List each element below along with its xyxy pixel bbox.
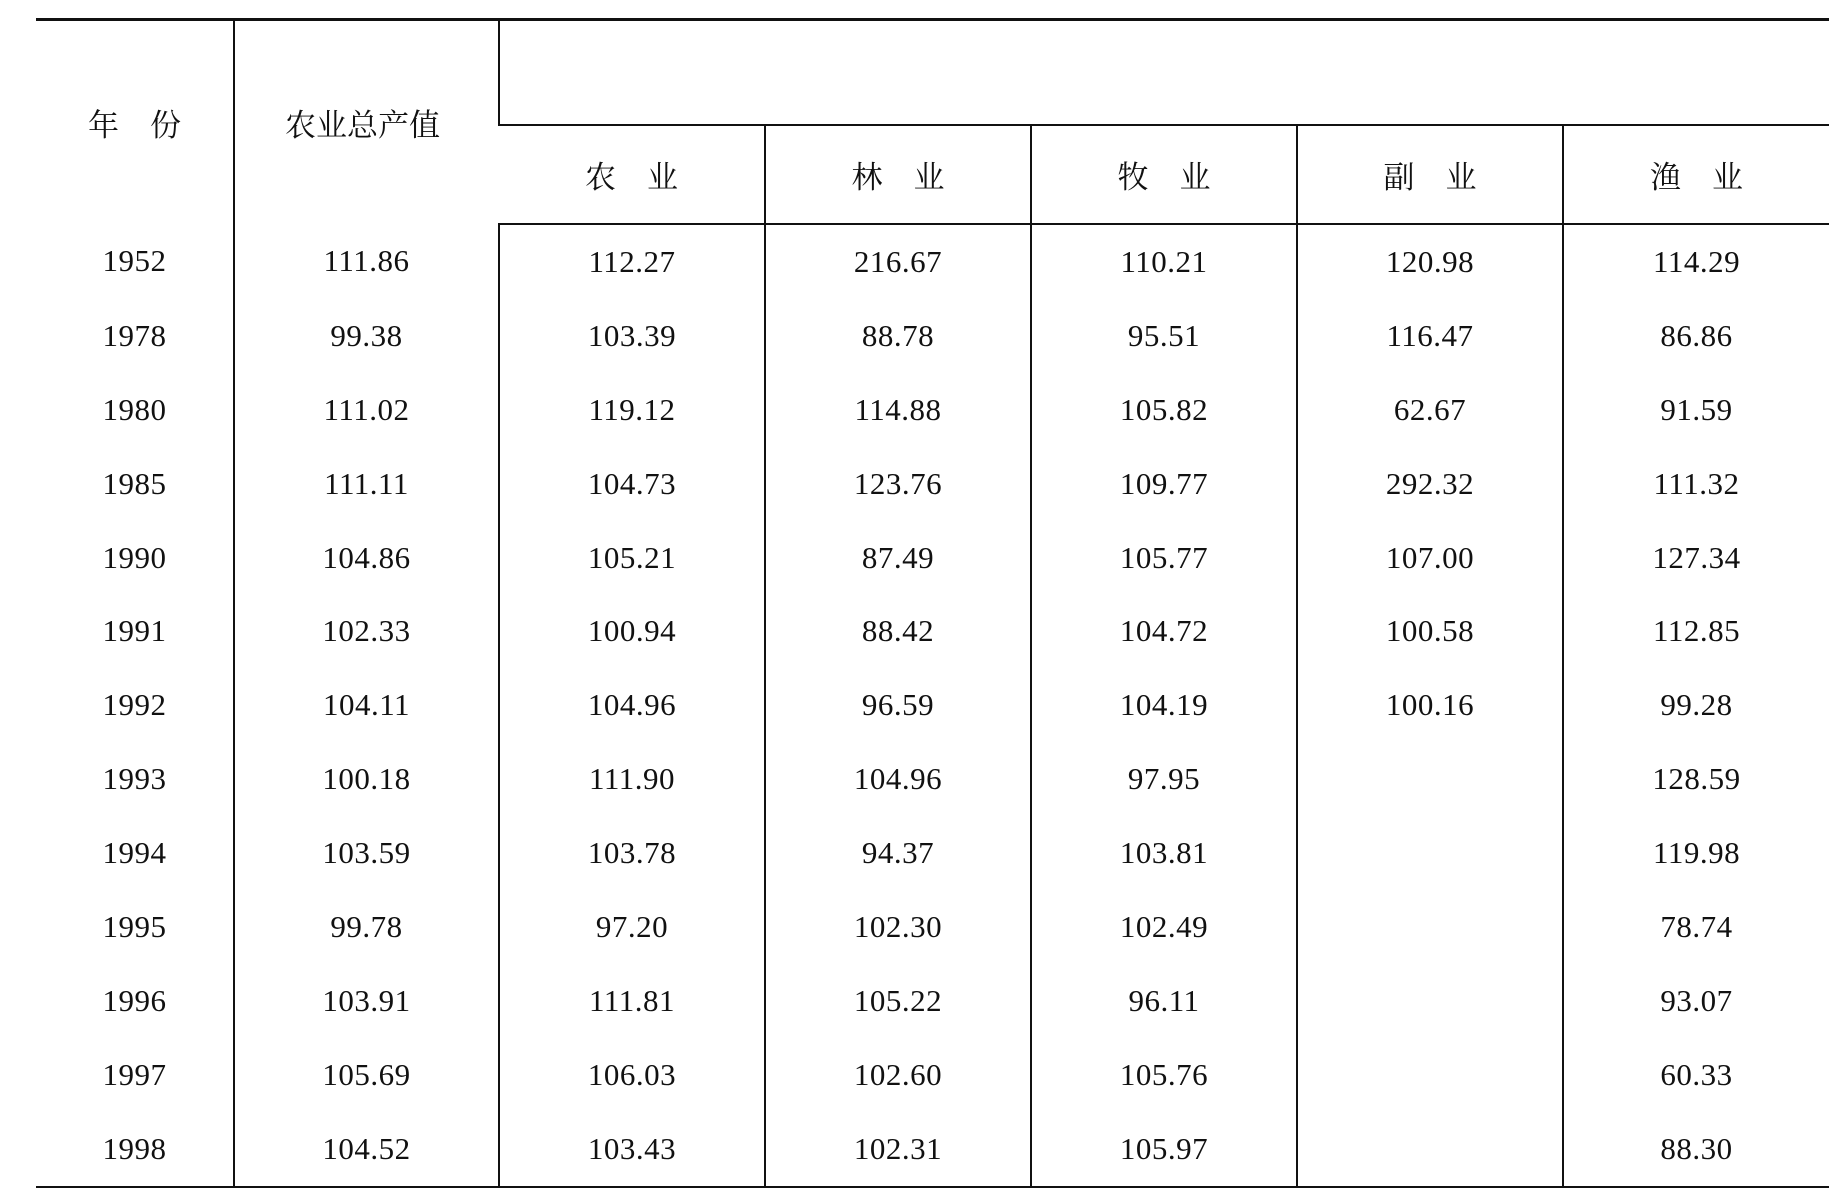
table-row <box>36 668 1829 742</box>
forestry-cell: 102.30 <box>765 890 1031 964</box>
year-cell: 1985 <box>102 465 167 501</box>
table-row <box>36 521 1829 595</box>
table-row <box>36 299 1829 373</box>
animal-husbandry-cell: 105.97 <box>1031 1112 1297 1187</box>
agriculture-cell: 106.03 <box>499 1038 765 1112</box>
agriculture-cell: 103.39 <box>499 299 765 373</box>
total-output-cell: 102.33 <box>234 594 499 668</box>
year-cell: 1991 <box>102 613 167 649</box>
sideline-cell <box>1297 1038 1563 1112</box>
table-row <box>36 1038 1829 1112</box>
forestry-cell: 114.88 <box>765 373 1031 447</box>
year-cell: 1998 <box>36 1112 234 1187</box>
total-output-cell: 100.18 <box>234 742 499 816</box>
agriculture-cell: 103.78 <box>499 816 765 890</box>
animal-husbandry-cell: 109.77 <box>1031 447 1297 521</box>
forestry-cell: 105.22 <box>765 964 1031 1038</box>
sideline-cell <box>1297 890 1563 964</box>
year-cell: 1993 <box>102 761 167 797</box>
year-cell: 1995 <box>102 908 167 944</box>
sideline-cell: 62.67 <box>1297 373 1563 447</box>
table-row <box>36 224 1829 299</box>
agriculture-cell: 119.12 <box>499 373 765 447</box>
forestry-cell: 94.37 <box>765 816 1031 890</box>
fishery-cell: 112.85 <box>1563 594 1829 668</box>
sideline-cell <box>1297 816 1563 890</box>
total-output-cell: 111.02 <box>234 373 499 447</box>
total-output-column-header: 农业总产值 <box>234 20 499 225</box>
fishery-cell: 114.29 <box>1563 224 1829 299</box>
sideline-cell <box>1297 742 1563 816</box>
table-body <box>36 224 1829 1187</box>
header-row-top <box>36 20 1829 126</box>
table-row <box>36 964 1829 1038</box>
fishery-cell: 86.86 <box>1563 299 1829 373</box>
fishery-cell: 91.59 <box>1563 373 1829 447</box>
year-column-header: 年 份 <box>36 20 234 225</box>
agriculture-cell: 111.81 <box>499 964 765 1038</box>
total-output-cell: 99.78 <box>234 890 499 964</box>
animal-husbandry-cell: 110.21 <box>1031 224 1297 299</box>
animal-husbandry-cell: 104.19 <box>1031 668 1297 742</box>
total-output-cell: 104.11 <box>234 668 499 742</box>
agriculture-cell: 104.96 <box>499 668 765 742</box>
fishery-cell: 128.59 <box>1563 742 1829 816</box>
agriculture-cell: 100.94 <box>499 594 765 668</box>
agriculture-output-index-table <box>36 18 1829 1188</box>
fishery-cell: 60.33 <box>1563 1038 1829 1112</box>
table-row <box>36 816 1829 890</box>
forestry-cell: 104.96 <box>765 742 1031 816</box>
total-output-cell: 104.86 <box>234 521 499 595</box>
total-output-cell: 111.86 <box>234 224 499 299</box>
forestry-cell: 88.42 <box>765 594 1031 668</box>
animal-husbandry-cell: 105.76 <box>1031 1038 1297 1112</box>
year-cell: 1997 <box>102 1056 167 1092</box>
animal-husbandry-cell: 97.95 <box>1031 742 1297 816</box>
table-row <box>36 594 1829 668</box>
sub-header-forestry: 林 业 <box>765 125 1031 224</box>
sideline-cell: 120.98 <box>1297 224 1563 299</box>
agriculture-cell: 112.27 <box>499 224 765 299</box>
table-row <box>36 1112 1829 1187</box>
year-cell: 1978 <box>102 317 167 353</box>
sideline-cell: 100.58 <box>1297 594 1563 668</box>
year-cell: 1952 <box>102 243 167 279</box>
year-cell: 1980 <box>102 391 167 427</box>
sideline-cell: 107.00 <box>1297 521 1563 595</box>
total-output-cell: 105.69 <box>234 1038 499 1112</box>
table-row <box>36 373 1829 447</box>
sideline-cell: 116.47 <box>1297 299 1563 373</box>
fishery-cell: 119.98 <box>1563 816 1829 890</box>
data-table-container <box>36 18 1829 1181</box>
animal-husbandry-cell: 104.72 <box>1031 594 1297 668</box>
fishery-cell: 127.34 <box>1563 521 1829 595</box>
total-output-cell: 111.11 <box>234 447 499 521</box>
forestry-cell: 96.59 <box>765 668 1031 742</box>
agriculture-cell: 97.20 <box>499 890 765 964</box>
forestry-cell: 87.49 <box>765 521 1031 595</box>
animal-husbandry-cell: 105.77 <box>1031 521 1297 595</box>
sideline-cell: 292.32 <box>1297 447 1563 521</box>
fishery-cell: 99.28 <box>1563 668 1829 742</box>
table-row <box>36 890 1829 964</box>
fishery-cell: 93.07 <box>1563 964 1829 1038</box>
sideline-cell: 100.16 <box>1297 668 1563 742</box>
forestry-cell: 216.67 <box>765 224 1031 299</box>
year-cell: 1994 <box>102 835 167 871</box>
agriculture-cell: 111.90 <box>499 742 765 816</box>
year-cell: 1990 <box>102 539 167 575</box>
animal-husbandry-cell: 95.51 <box>1031 299 1297 373</box>
sideline-cell <box>1297 964 1563 1038</box>
total-output-cell: 103.91 <box>234 964 499 1038</box>
forestry-cell: 123.76 <box>765 447 1031 521</box>
fishery-cell: 111.32 <box>1563 447 1829 521</box>
animal-husbandry-cell: 105.82 <box>1031 373 1297 447</box>
forestry-cell: 102.31 <box>765 1112 1031 1187</box>
forestry-cell: 88.78 <box>765 299 1031 373</box>
year-cell: 1996 <box>102 982 167 1018</box>
forestry-cell: 102.60 <box>765 1038 1031 1112</box>
year-cell: 1992 <box>102 687 167 723</box>
agriculture-cell: 103.43 <box>499 1112 765 1187</box>
sector-group-header <box>499 20 1829 126</box>
sub-header-sideline: 副 业 <box>1297 125 1563 224</box>
fishery-cell: 88.30 <box>1563 1112 1829 1187</box>
table-row <box>36 742 1829 816</box>
sub-header-agriculture: 农 业 <box>499 125 765 224</box>
table-header <box>36 20 1829 225</box>
total-output-cell: 104.52 <box>234 1112 499 1187</box>
sub-header-fishery: 渔 业 <box>1563 125 1829 224</box>
table-row <box>36 447 1829 521</box>
fishery-cell: 78.74 <box>1563 890 1829 964</box>
total-output-cell: 103.59 <box>234 816 499 890</box>
animal-husbandry-cell: 103.81 <box>1031 816 1297 890</box>
total-output-cell: 99.38 <box>234 299 499 373</box>
agriculture-cell: 105.21 <box>499 521 765 595</box>
animal-husbandry-cell: 102.49 <box>1031 890 1297 964</box>
sideline-cell <box>1297 1112 1563 1187</box>
sub-header-animal-husbandry: 牧 业 <box>1031 125 1297 224</box>
agriculture-cell: 104.73 <box>499 447 765 521</box>
animal-husbandry-cell: 96.11 <box>1031 964 1297 1038</box>
